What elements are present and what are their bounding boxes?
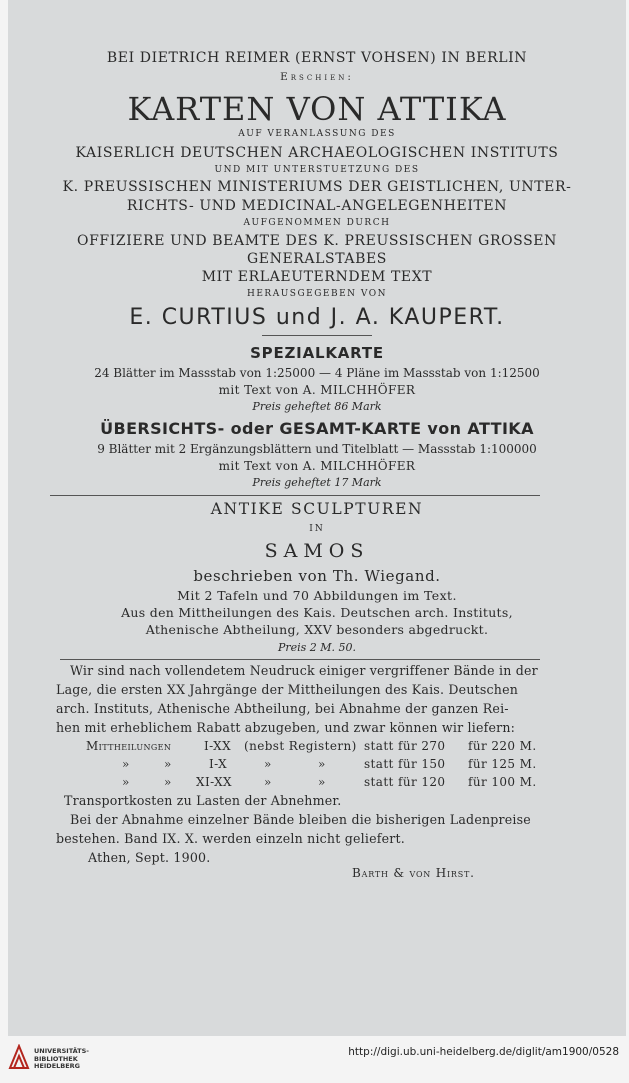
sculptures-source-1: Aus den Mittheilungen des Kais. Deutschen arch. Instituts,	[121, 605, 513, 620]
sculptures-source-2: Athenische Abtheilung, XXV besonders abgedruckt.	[145, 622, 489, 637]
table-cell: Mittheilungen	[86, 739, 172, 753]
table-cell: statt für 270	[364, 739, 446, 753]
table-cell: für 125 M.	[468, 757, 537, 771]
uebersicht-title: ÜBERSICHTS- oder GESAMT-KARTE von ATTIKA	[100, 419, 534, 438]
editors-line: E. CURTIUS und J. A. KAUPERT.	[129, 305, 505, 330]
notice-line-3: arch. Instituts, Athenische Abtheilung, bei Abnahme der ganzen Rei-	[56, 701, 509, 716]
text-line: MIT ERLAEUTERNDEM TEXT	[201, 269, 433, 285]
divider	[60, 659, 540, 660]
sculptures-price: Preis 2 M. 50.	[277, 641, 357, 654]
table-cell: statt für 120	[364, 775, 446, 789]
institute-line: KAISERLICH DEUTSCHEN ARCHAEOLOGISCHEN INSTITUTS	[75, 145, 559, 161]
signature: Barth & von Hirst.	[352, 866, 475, 880]
table-cell: I-XX	[204, 739, 232, 753]
sculptures-in: IN	[309, 524, 325, 534]
table-cell: »	[318, 757, 326, 771]
uebersicht-price: Preis geheftet 17 Mark	[252, 476, 382, 489]
transport-line: Transportkosten zu Lasten der Abnehmer.	[64, 793, 342, 808]
spezialkarte-price: Preis geheftet 86 Mark	[252, 400, 382, 413]
table-cell: »	[164, 757, 172, 771]
table-cell: für 220 M.	[468, 739, 537, 753]
table-cell: statt für 150	[364, 757, 446, 771]
library-name-line-1: UNIVERSITÄTS-	[34, 1047, 89, 1055]
notice-line-2: Lage, die ersten XX Jahrgänge der Mittheilungen des Kais. Deutschen	[56, 682, 519, 697]
small-line-aufg: AUFGENOMMEN DURCH	[243, 218, 391, 228]
library-name-line-2: BIBLIOTHEK	[34, 1054, 78, 1063]
table-cell: »	[164, 775, 172, 789]
sculptures-author: beschrieben von Th. Wiegand.	[193, 567, 441, 585]
erscheint-line: Erschien:	[280, 71, 354, 83]
date-line: Athen, Sept. 1900.	[88, 850, 211, 865]
table-cell: (nebst Registern)	[244, 739, 357, 753]
notice-line-1: Wir sind nach vollendetem Neudruck einiger vergriffener Bände in der	[70, 663, 538, 678]
uebersicht-text: mit Text von A. MILCHHÖFER	[218, 459, 416, 473]
table-cell: »	[264, 775, 272, 789]
table-cell: I-X	[209, 757, 228, 771]
source-url[interactable]: http://digi.ub.uni-heidelberg.de/diglit/am1900/0528	[348, 1046, 619, 1058]
sculptures-title: ANTIKE SCULPTUREN	[210, 500, 424, 518]
officers-line: OFFIZIERE UND BEAMTE DES K. PREUSSISCHEN GROSSEN	[77, 233, 557, 249]
generalstab-line: GENERALSTABES	[247, 251, 387, 267]
document-page	[8, 0, 626, 1036]
main-title: KARTEN VON ATTIKA	[127, 90, 507, 128]
library-logo-icon	[8, 1044, 30, 1070]
table-cell: für 100 M.	[468, 775, 537, 789]
spezialkarte-text: mit Text von A. MILCHHÖFER	[218, 383, 416, 397]
publisher-line: BEI DIETRICH REIMER (ERNST VOHSEN) IN BERLIN	[106, 50, 528, 66]
footer-bar	[0, 1036, 629, 1083]
notice2-line-1: Bei der Abnahme einzelner Bände bleiben die bisherigen Ladenpreise	[70, 812, 531, 827]
small-line-hrsg: HERAUSGEGEBEN VON	[247, 289, 387, 299]
table-cell: »	[264, 757, 272, 771]
divider	[50, 495, 540, 496]
library-name	[34, 1048, 89, 1071]
ministry-line-2: RICHTS- UND MEDICINAL-ANGELEGENHEITEN	[126, 198, 508, 214]
spezialkarte-scale: 24 Blätter im Massstab von 1:25000 — 4 Pläne im Massstab von 1:12500	[94, 366, 540, 380]
sculptures-plates: Mit 2 Tafeln und 70 Abbildungen im Text.	[177, 588, 457, 603]
ministry-line-1: K. PREUSSISCHEN MINISTERIUMS DER GEISTLICHEN, UNTER-	[62, 179, 572, 195]
table-cell: »	[318, 775, 326, 789]
small-line-und: UND MIT UNTERSTUETZUNG DES	[214, 165, 420, 175]
notice-line-4: hen mit erheblichem Rabatt abzugeben, und zwar können wir liefern:	[56, 720, 516, 735]
samos-title: SAMOS	[264, 540, 370, 562]
divider	[262, 335, 372, 336]
table-cell: »	[122, 757, 130, 771]
library-name-line-3: HEIDELBERG	[34, 1062, 81, 1070]
table-cell: »	[122, 775, 130, 789]
spezialkarte-title: SPEZIALKARTE	[250, 344, 384, 362]
small-line-auf: AUF VERANLASSUNG DES	[238, 129, 396, 139]
notice2-line-2: bestehen. Band IX. X. werden einzeln nicht geliefert.	[56, 831, 405, 846]
table-cell: XI-XX	[196, 775, 232, 789]
uebersicht-scale: 9 Blätter mit 2 Ergänzungsblättern und Titelblatt — Massstab 1:100000	[97, 442, 537, 456]
